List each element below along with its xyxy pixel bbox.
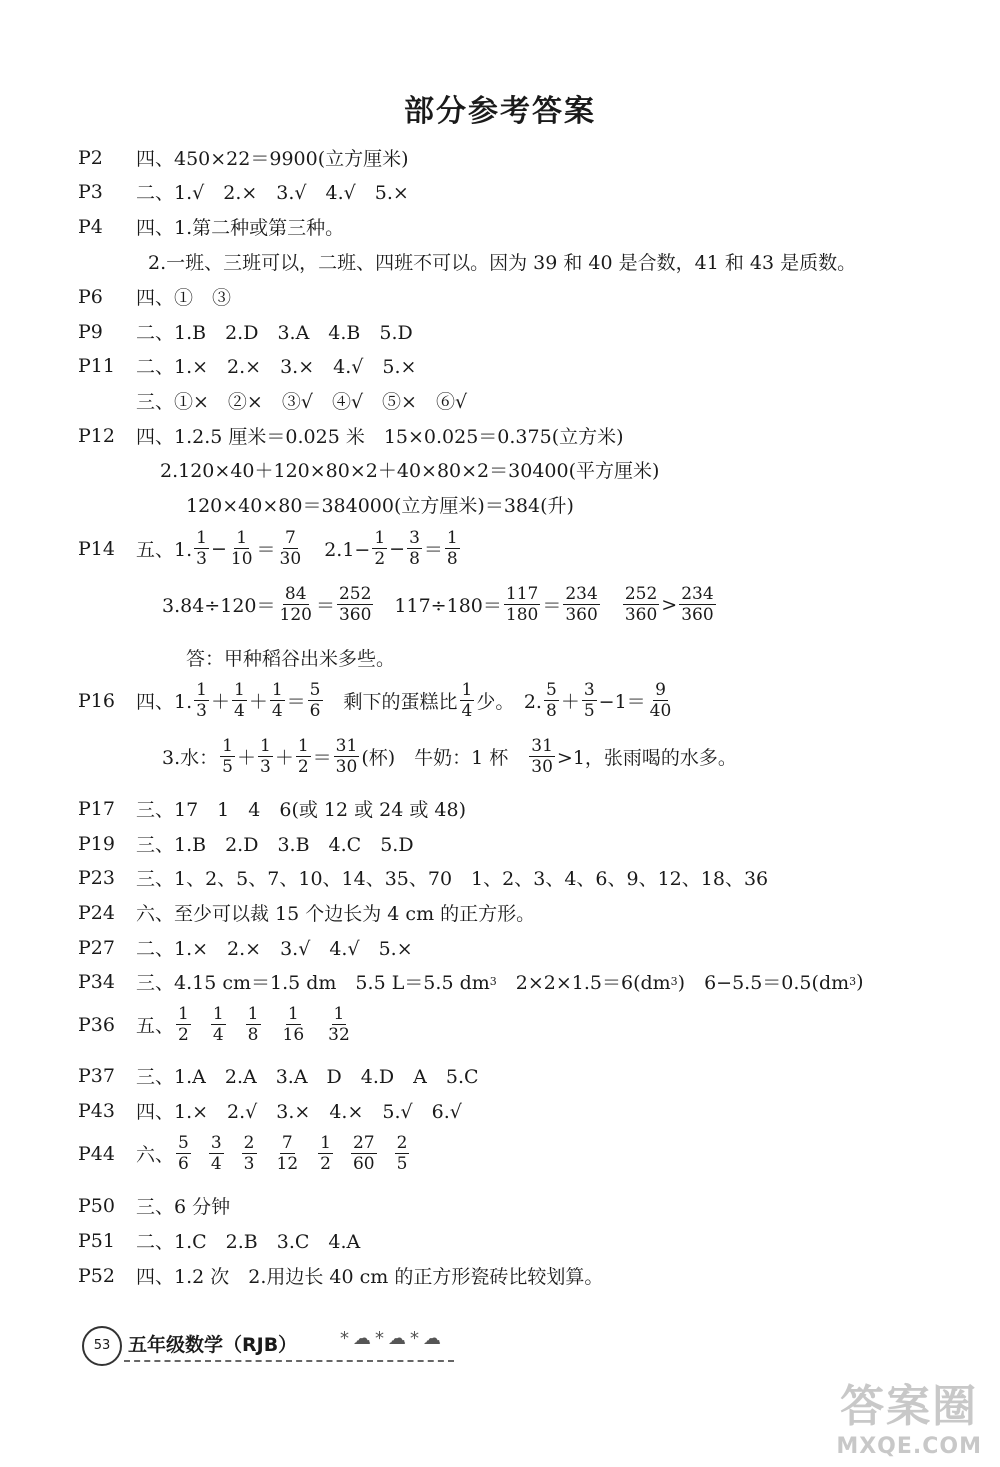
superscript: 3 [849, 975, 857, 988]
denominator: 8 [247, 1025, 259, 1045]
page-ref: P11 [78, 354, 115, 377]
answer-text: 四、① ③ [136, 287, 232, 309]
denominator: 3 [196, 549, 207, 569]
text-seg: ＝ [312, 747, 332, 769]
denominator: 12 [276, 1154, 299, 1174]
denominator: 360 [624, 605, 658, 625]
fraction [176, 1133, 191, 1174]
numerator: 3 [583, 680, 595, 700]
text-seg: ＋ [236, 747, 256, 769]
denominator: 8 [409, 549, 420, 569]
denominator: 40 [649, 701, 672, 721]
text-seg: ＋ [248, 691, 268, 713]
fraction [318, 1133, 333, 1174]
numerator: 1 [236, 528, 248, 548]
answer-row-p12 [78, 422, 624, 449]
text-seg: ＝ [256, 539, 276, 561]
text-seg: − [210, 537, 227, 560]
fraction [194, 680, 209, 721]
text-seg: −1＝ [598, 691, 646, 713]
answer-text: 三、17 1 4 6(或 12 或 24 或 48) [136, 799, 466, 821]
answer-row-p11 [78, 352, 416, 379]
denominator: 2 [178, 1025, 189, 1045]
answer-row-p52 [78, 1262, 603, 1289]
fraction [278, 584, 314, 625]
numerator: 7 [284, 528, 296, 548]
denominator: 5 [222, 757, 233, 777]
page-ref: P16 [78, 689, 115, 712]
numerator: 2 [396, 1133, 408, 1153]
fraction [209, 1133, 224, 1174]
fraction [504, 584, 540, 625]
text-seg: 四、1. [136, 691, 193, 713]
page-ref: P34 [78, 970, 115, 993]
fraction [529, 736, 555, 777]
numerator: 1 [196, 528, 207, 548]
denominator: 30 [335, 757, 358, 777]
answer-text: 二、1.C 2.B 3.C 4.A [136, 1231, 361, 1253]
footer-divider [124, 1360, 454, 1362]
page-ref: P3 [78, 180, 103, 203]
fraction [220, 736, 235, 777]
text-seg: ) [856, 970, 864, 993]
answer-text: 三、1、2、5、7、10、14、35、70 1、2、3、4、6、9、12、18、36 [136, 868, 769, 890]
numerator: 5 [309, 680, 321, 700]
page-ref: P51 [78, 1229, 115, 1252]
answer-row-p23 [78, 864, 768, 891]
watermark-logo: 答案圈 [840, 1381, 979, 1432]
denominator: 3 [259, 757, 271, 777]
watermark [836, 1370, 982, 1459]
numerator: 1 [374, 528, 386, 548]
page-title: 部分参考答案 [404, 94, 596, 129]
answer-row-p16 [78, 680, 675, 721]
answer-row-p24 [78, 899, 535, 926]
answer-row-p51 [78, 1227, 360, 1254]
text-seg: 3.84÷120＝ [162, 595, 276, 617]
text-seg: 六、 [136, 1144, 175, 1166]
cloud-decoration-icon: *☁*☁*☁ [340, 1328, 445, 1349]
numerator: 234 [565, 584, 598, 604]
numerator: 5 [178, 1133, 189, 1153]
fraction [278, 528, 304, 569]
superscript: 3 [489, 975, 497, 988]
text-seg: 剩下的蛋糕比 [324, 691, 458, 713]
denominator: 4 [271, 701, 283, 721]
fraction [281, 1004, 307, 1045]
answer-row-p6 [78, 283, 231, 310]
fraction [270, 680, 285, 721]
answer-row-p2 [78, 144, 409, 171]
fraction [648, 680, 674, 721]
page-ref: P23 [78, 866, 115, 889]
text-seg: − [389, 537, 406, 560]
numerator: 117 [505, 584, 539, 604]
denominator: 3 [196, 701, 207, 721]
answer-row-p9 [78, 318, 413, 345]
fraction [326, 1004, 352, 1045]
answer-row-p19 [78, 830, 414, 857]
answer-text: 六、至少可以裁 15 个边长为 4 cm 的正方形。 [136, 903, 536, 925]
denominator: 2 [297, 757, 309, 777]
denominator: 4 [212, 1025, 224, 1045]
numerator: 7 [281, 1133, 293, 1153]
text-seg: > [661, 593, 678, 616]
answer-row-p11-cont [136, 387, 467, 414]
text-seg: ＋ [274, 747, 294, 769]
fraction [351, 1133, 377, 1174]
answer-text: 120×40×80＝384000(立方厘米)＝384(升) [186, 495, 574, 517]
denominator: 2 [374, 549, 386, 569]
numerator: 1 [320, 1133, 331, 1153]
numerator: 84 [284, 584, 307, 604]
fraction [445, 528, 460, 569]
numerator: 252 [338, 584, 372, 604]
text-seg: 3.水： [162, 747, 219, 769]
text-seg: ＝ [423, 539, 443, 561]
answer-row-p3 [78, 178, 409, 205]
numerator: 27 [352, 1133, 375, 1153]
fraction [275, 1133, 301, 1174]
fraction [211, 1004, 226, 1045]
denominator: 2 [320, 1154, 331, 1174]
answer-row-p37 [78, 1062, 479, 1089]
fraction [246, 1004, 261, 1045]
answer-row-p43 [78, 1097, 462, 1124]
text-seg: 少。 2. [476, 691, 542, 713]
page-ref: P6 [78, 285, 103, 308]
page-ref: P52 [78, 1264, 115, 1287]
fraction [679, 584, 715, 625]
text-seg [602, 591, 621, 618]
numerator: 1 [233, 680, 245, 700]
fraction [232, 680, 247, 721]
denominator: 360 [338, 605, 372, 625]
answer-row-p14-cont [162, 584, 718, 625]
answer-text: 二、1.B 2.D 3.A 4.B 5.D [136, 322, 413, 344]
numerator: 1 [446, 528, 458, 548]
numerator: 252 [624, 584, 658, 604]
denominator: 5 [583, 701, 595, 721]
answer-row-p14 [78, 528, 462, 569]
text-seg: ＋ [560, 691, 580, 713]
fraction [258, 736, 273, 777]
text-seg: ) 6−5.5＝0.5(dm [677, 972, 850, 994]
page-ref: P36 [78, 1013, 115, 1036]
page-ref: P4 [78, 215, 103, 238]
denominator: 30 [279, 549, 302, 569]
text-seg: (杯) 牛奶：1 杯 [361, 747, 528, 769]
fraction [229, 528, 255, 569]
text-seg: ＝ [286, 691, 306, 713]
page-ref: P24 [78, 901, 115, 924]
numerator: 31 [335, 736, 358, 756]
page-ref: P50 [78, 1194, 115, 1217]
numerator: 3 [409, 528, 420, 548]
text-seg: 三、4.15 cm＝1.5 dm 5.5 L＝5.5 dm [136, 972, 490, 994]
text-seg: 五、 [136, 1015, 175, 1037]
denominator: 4 [210, 1154, 222, 1174]
answer-row-p50 [78, 1192, 230, 1219]
denominator: 10 [230, 549, 253, 569]
page-ref: P27 [78, 936, 115, 959]
answer-text: 答：甲种稻谷出米多些。 [186, 648, 396, 670]
page-ref: P2 [78, 146, 103, 169]
denominator: 16 [282, 1025, 305, 1045]
answer-text: 二、1.√ 2.× 3.√ 4.√ 5.× [136, 182, 409, 204]
answer-row-p14-cont2 [186, 644, 395, 671]
denominator: 4 [461, 701, 473, 721]
fraction [395, 1133, 410, 1174]
denominator: 180 [505, 605, 539, 625]
text-seg: ＝ [542, 595, 562, 617]
numerator: 2 [243, 1133, 255, 1153]
answer-row-p27 [78, 934, 413, 961]
fraction [563, 584, 599, 625]
numerator: 3 [210, 1133, 222, 1153]
numerator: 1 [297, 736, 309, 756]
answer-text: 四、1.2.5 厘米＝0.025 米 15×0.025＝0.375(立方米) [136, 426, 624, 448]
answer-row-p12-cont2 [186, 491, 574, 518]
answer-row-p17 [78, 795, 466, 822]
page-number-badge: 53 [82, 1326, 122, 1366]
fraction [176, 1004, 191, 1045]
numerator: 1 [178, 1004, 189, 1024]
book-title: 五年级数学（RJB） [128, 1334, 298, 1356]
denominator: 8 [446, 549, 458, 569]
answer-text: 2.120×40＋120×80×2＋40×80×2＝30400(平方厘米) [160, 460, 660, 482]
text-seg: 2×2×1.5＝6(dm [496, 972, 671, 994]
denominator: 360 [681, 605, 714, 625]
numerator: 1 [271, 680, 283, 700]
page-ref: P37 [78, 1064, 115, 1087]
numerator: 1 [259, 736, 271, 756]
fraction [296, 736, 311, 777]
text-seg: 五、1. [136, 539, 193, 561]
fraction [194, 528, 209, 569]
answer-text: 2.一班、三班可以，二班、四班不可以。因为 39 和 40 是合数，41 和 43 是质数。 [148, 252, 857, 274]
numerator: 1 [222, 736, 233, 756]
page-ref: P12 [78, 424, 115, 447]
answer-text: 四、1.× 2.√ 3.× 4.× 5.√ 6.√ [136, 1101, 462, 1123]
answer-row-p4-cont [148, 248, 856, 275]
text-seg: ＋ [210, 691, 230, 713]
answer-row-p12-cont [160, 456, 659, 483]
text-seg: >1，张雨喝的水多。 [556, 747, 737, 769]
page-ref: P43 [78, 1099, 115, 1122]
answer-row-p16-cont [162, 736, 737, 777]
denominator: 30 [531, 757, 553, 777]
denominator: 8 [545, 701, 557, 721]
watermark-url: MXQE.COM [836, 1434, 982, 1459]
answer-row-p4 [78, 213, 344, 240]
denominator: 360 [565, 605, 598, 625]
denominator: 3 [243, 1154, 255, 1174]
text-seg: 117÷180＝ [375, 595, 502, 617]
answer-text: 三、6 分钟 [136, 1196, 231, 1218]
page-ref: P44 [78, 1142, 115, 1165]
denominator: 6 [309, 701, 321, 721]
fraction [334, 736, 360, 777]
fraction [242, 1133, 257, 1174]
denominator: 4 [233, 701, 245, 721]
answer-text: 四、450×22＝9900(立方厘米) [136, 148, 409, 170]
answer-text: 三、①× ②× ③√ ④√ ⑤× ⑥√ [136, 391, 468, 413]
denominator: 6 [178, 1154, 189, 1174]
numerator: 234 [681, 584, 714, 604]
answer-row-p34 [78, 968, 864, 995]
numerator: 1 [196, 680, 207, 700]
fraction [460, 680, 475, 721]
answer-text: 三、1.A 2.A 3.A D 4.D A 5.C [136, 1066, 479, 1088]
denominator: 120 [279, 605, 312, 625]
fraction [582, 680, 597, 721]
superscript: 3 [670, 975, 678, 988]
answer-text: 四、1.2 次 2.用边长 40 cm 的正方形瓷砖比较划算。 [136, 1266, 604, 1288]
numerator: 5 [545, 680, 557, 700]
page-ref: P9 [78, 320, 103, 343]
page-ref: P14 [78, 537, 115, 560]
page-ref: P17 [78, 797, 115, 820]
numerator: 1 [287, 1004, 299, 1024]
denominator: 32 [328, 1025, 350, 1045]
text-seg: 2.1− [305, 539, 371, 561]
answer-row-p44 [78, 1133, 411, 1174]
numerator: 1 [212, 1004, 224, 1024]
answer-text: 四、1.第二种或第三种。 [136, 217, 345, 239]
answer-text: 三、1.B 2.D 3.B 4.C 5.D [136, 834, 414, 856]
denominator: 5 [396, 1154, 408, 1174]
answer-text: 二、1.× 2.× 3.× 4.√ 5.× [136, 356, 417, 378]
page-ref: P19 [78, 832, 115, 855]
fraction [308, 680, 323, 721]
denominator: 60 [352, 1154, 375, 1174]
fraction [623, 584, 659, 625]
numerator: 1 [461, 680, 473, 700]
answer-row-p36 [78, 1004, 354, 1045]
page-footer [78, 1318, 458, 1368]
numerator: 9 [655, 680, 666, 700]
numerator: 31 [531, 736, 553, 756]
fraction [407, 528, 422, 569]
answer-text: 二、1.× 2.× 3.√ 4.√ 5.× [136, 938, 413, 960]
numerator: 1 [333, 1004, 345, 1024]
fraction [544, 680, 559, 721]
text-seg: ＝ [315, 595, 335, 617]
numerator: 1 [247, 1004, 259, 1024]
fraction [372, 528, 387, 569]
fraction [337, 584, 373, 625]
